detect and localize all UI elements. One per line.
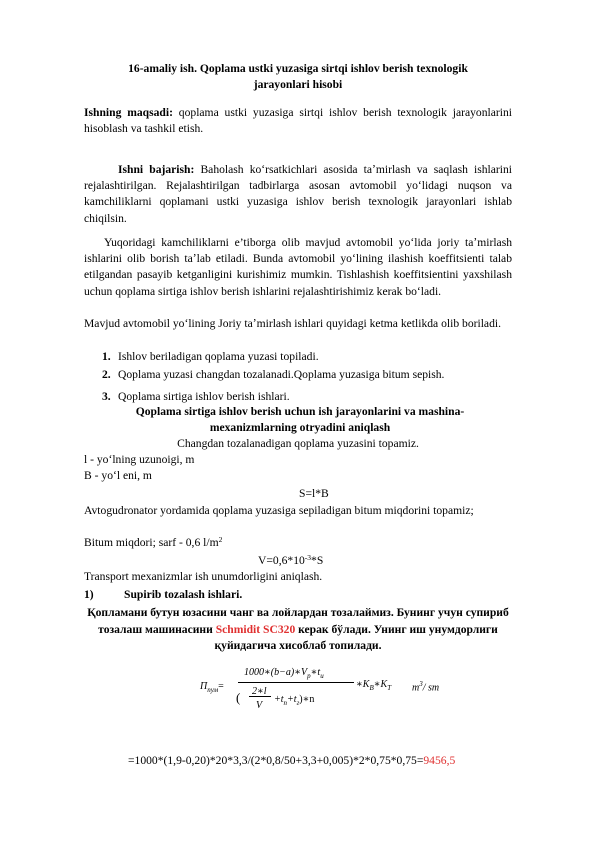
goal-text: qoplama ustki yuzasiga sirtqi ishlov berish texnologik jarayonlarini hisoblash va tashkil etish. xyxy=(84,106,512,136)
page-title: 16-amaliy ish. Qoplama ustki yuzasiga sirtqi ishlov berish texnologik jarayonlari hisobi xyxy=(128,62,468,92)
list-item: 2. Qoplama yuzasi changdan tozalanadi.Qoplama yuzasiga bitum sepish. xyxy=(102,368,445,381)
productivity-formula xyxy=(200,662,550,718)
body-paragraph-1: Yuqoridagi kamchiliklarni e’tiborga olib mavjud avtomobil yoʻlida joriy taʼmirlash ishlarini olib borish taʼlab etiladi. Bunda avtomobil yoʻlining ilashish koeffitsienti talab etilgandan pasayib ketganligini kurishimiz mumkin. Tishlashish koeffitsientini yaxshilash uchun qoplama sirtiga ishlov berish ishlarini rejalashtirishimiz kerak boʻladi. xyxy=(84,236,512,298)
formula-bitum: $V=0,6*10^{-3}*S$ xyxy=(258,553,324,567)
body-paragraph-2: Mavjud avtomobil yoʻlining Joriy taʼmirlash ishlari quyidagi ketma ketlikda olib boriladi. xyxy=(84,317,501,330)
formula-coefficients: $∗K_В∗K_Т$ xyxy=(356,679,392,692)
step-list xyxy=(102,349,512,405)
area-intro: Changdan tozalanadigan qoplama yuzasini topamiz. xyxy=(177,437,419,450)
formula-inner-num: 2∗l xyxy=(252,686,267,697)
goal-label: Ishning maqsadi: xyxy=(84,106,173,119)
var-l-definition: l - yoʻlning uzunoigi, m xyxy=(84,453,195,466)
list-item: 3. Qoplama sirtiga ishlov berish ishlari. xyxy=(102,390,290,403)
formula-unit: $m^3/$ sm xyxy=(412,680,440,694)
cyrillic-paragraph: Қопламани бутун юзасини чанг ва лойлардан тозалаймиз. Бунинг учун супириб тозалаш машинасини Schmidit SC320 керак бўлади. Унинг иш унумдорлиги қуйидагича хисоблаб топилади. xyxy=(87,606,509,652)
bitum-amount: Bitum miqdori; sarf - 0,6 $l/m^2$ xyxy=(84,535,223,549)
section-heading: Qoplama sirtiga ishlov berish uchun ish jarayonlarini va mashina-mexanizmlarning otryadini aniqlash xyxy=(135,405,465,435)
formula-inner-line xyxy=(249,696,271,697)
list-item: 1. Ishlov beriladigan qoplama yuzasi topiladi. xyxy=(102,350,319,363)
machine-name: Schmidit SC320 xyxy=(215,622,296,636)
formula-area: S=l*B xyxy=(299,487,329,500)
var-b-definition: B - yoʻl eni, m xyxy=(84,469,152,482)
formula-lhs: $П_{пум}=$ xyxy=(200,681,224,694)
section-1-heading: 1) Supirib tozalash ishlari. xyxy=(84,588,243,601)
work-paragraph xyxy=(84,162,512,227)
formula-den-rest: $+t_п+t_г)∗n$ xyxy=(274,694,315,707)
transport-text: Transport mexanizmlar ish unumdorligini aniqlash. xyxy=(84,570,323,583)
formula-inner-den: V xyxy=(256,700,263,711)
goal-paragraph xyxy=(84,105,512,137)
calculation-result: 9456,5 xyxy=(423,754,456,767)
bitum-intro: Avtogudronator yordamida qoplama yuzasiga sepiladigan bitum miqdorini topamiz; xyxy=(84,504,474,517)
formula-fraction-line xyxy=(238,682,354,683)
calculation-line: =1000*(1,9-0,20)*20*3,3/(2*0,8/50+3,3+0,005)*2*0,75*0,75=9456,5 xyxy=(128,754,456,767)
work-label: Ishni bajarish: xyxy=(118,163,195,176)
work-text: Baholash koʻrsatkichlari asosida taʼmirlash va saqlash ishlarini rejalashtirilgan. Rejalashtirilgan tadbirlarga asosan avtomobil yoʻlidagi nuqson va kamchiliklarni qoplamani ustki yuzasiga ishlov berish texnologik jarayonlari ishlab chiqilsin. xyxy=(84,163,512,225)
formula-denominator: ( xyxy=(236,690,241,705)
formula-numerator: $1000∗(b-a)∗V_р∗t_и$ xyxy=(244,667,324,680)
